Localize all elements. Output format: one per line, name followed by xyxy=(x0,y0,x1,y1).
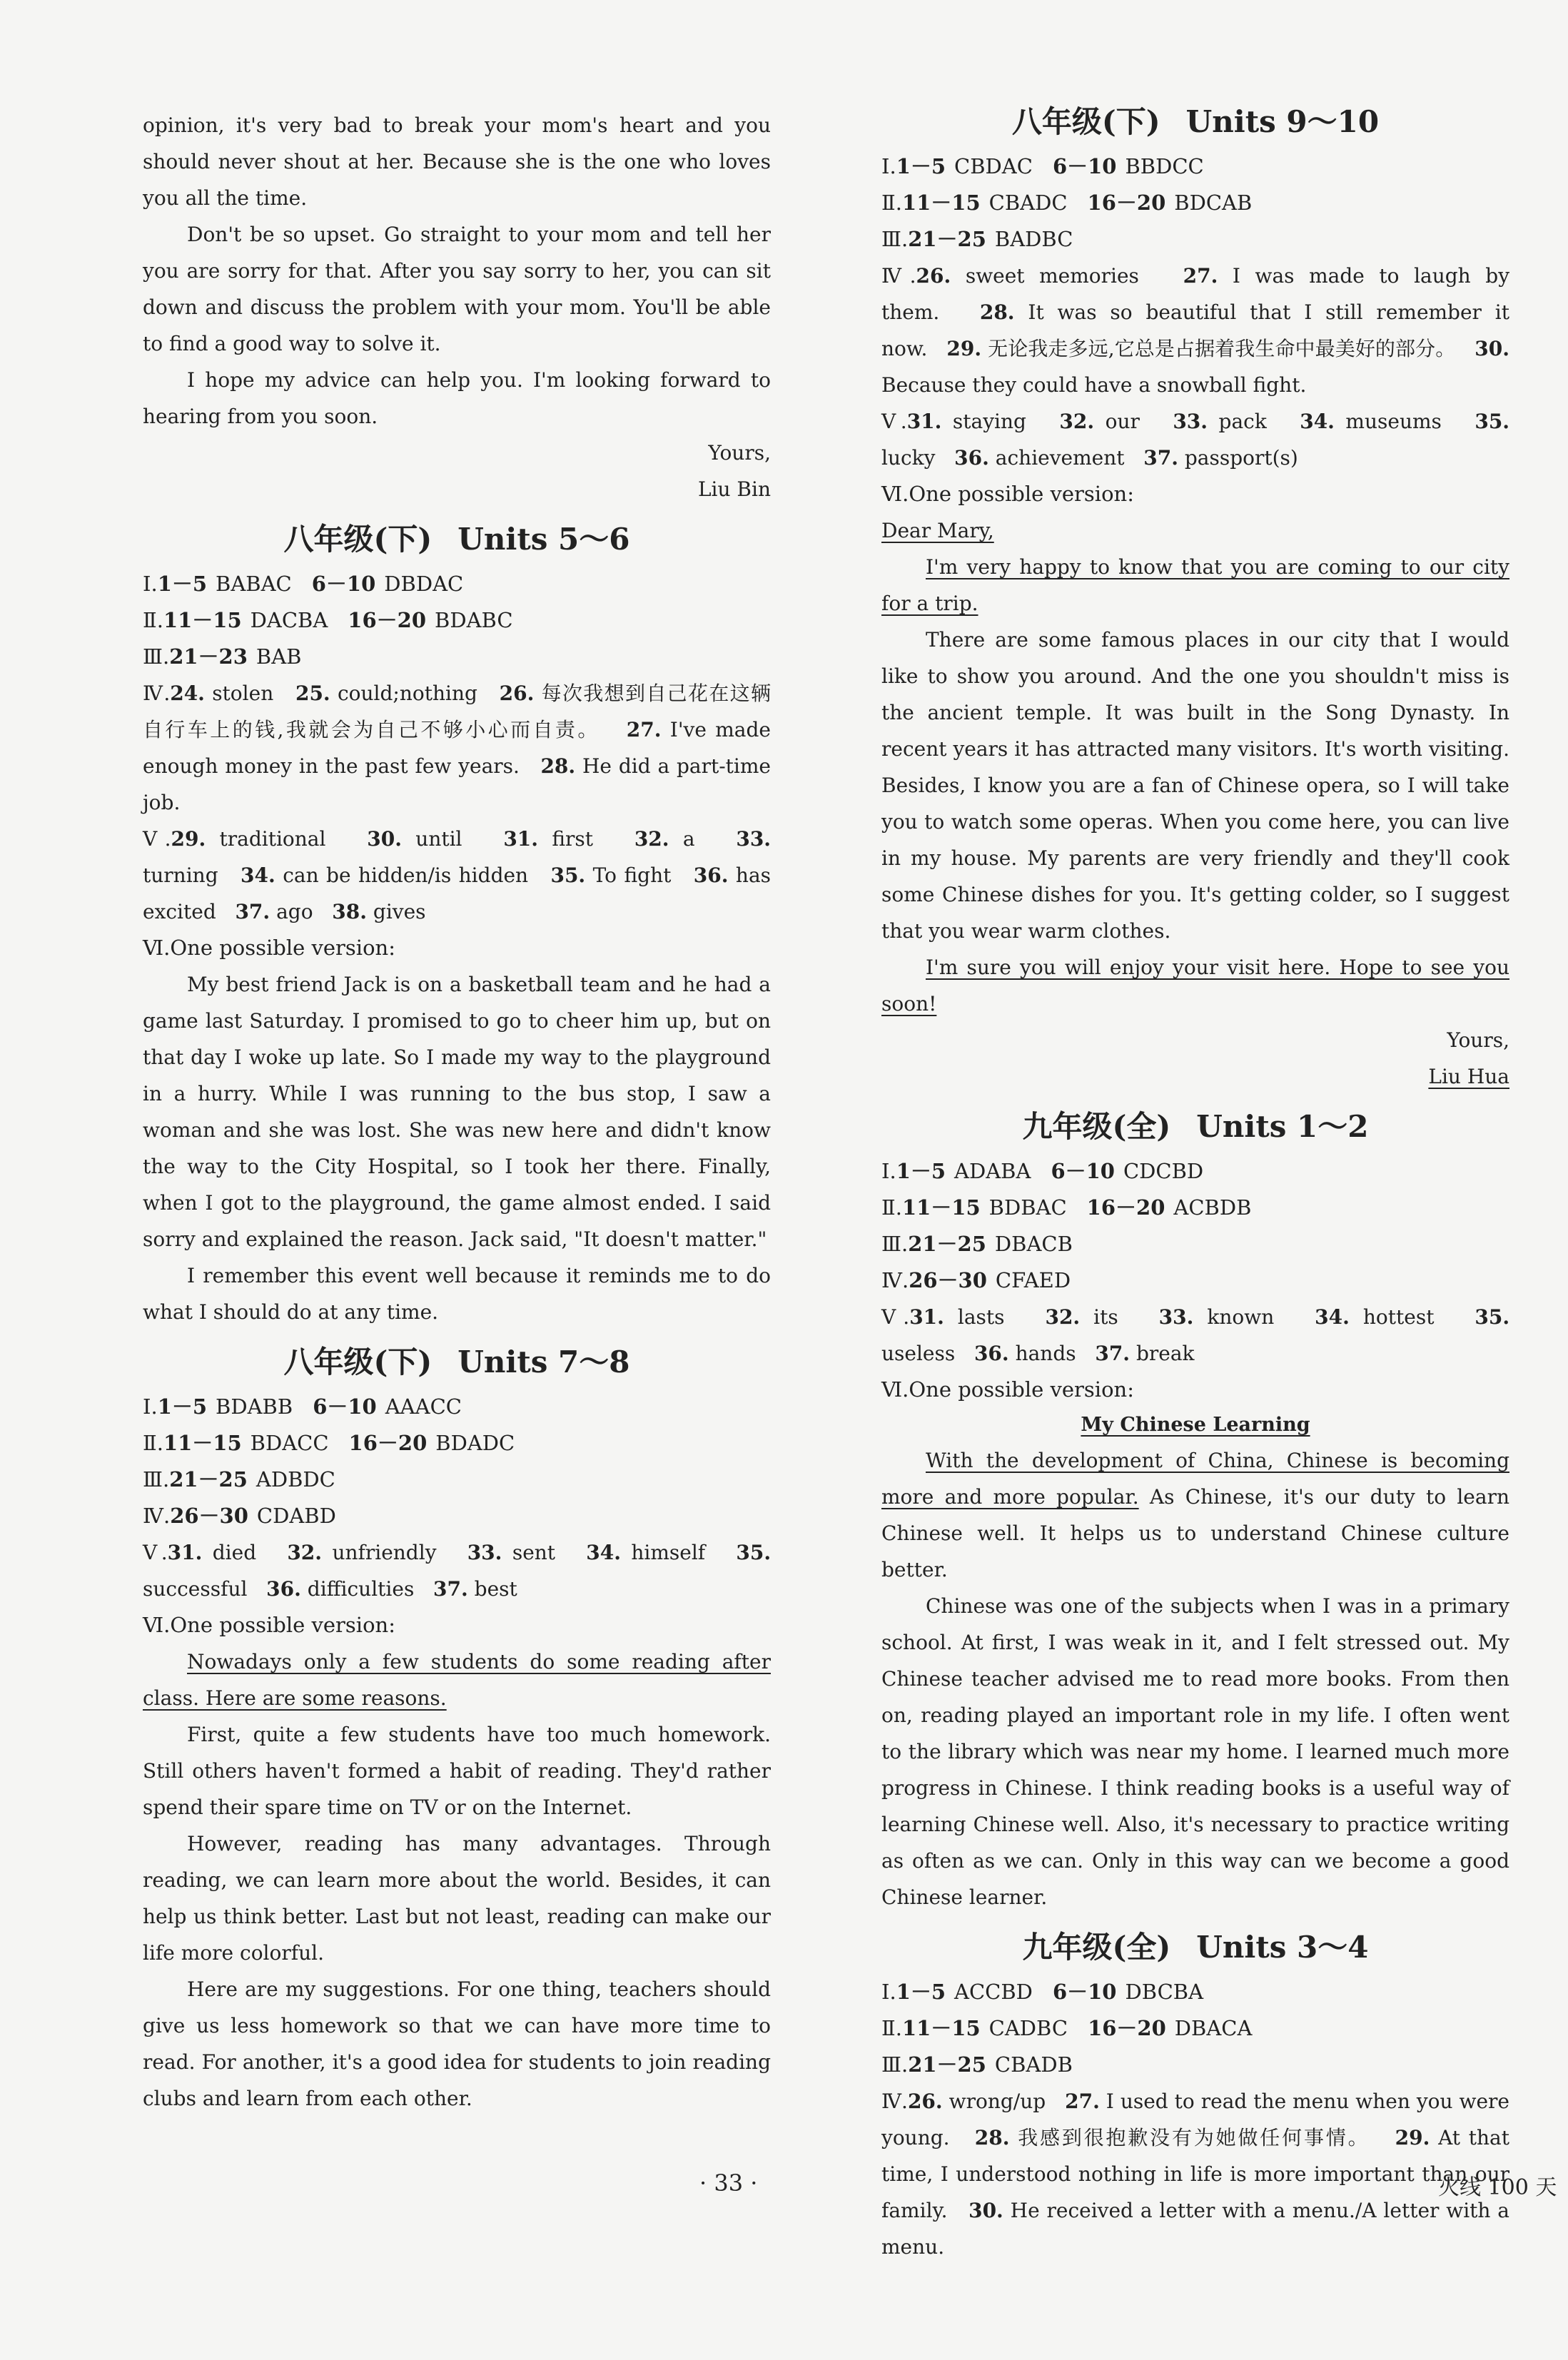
answer-row-1: Ⅰ.1－5 ACCBD 6－10 DBCBA xyxy=(881,1980,1204,2004)
footer-text: 火线 100 天 xyxy=(1438,2175,1557,2200)
section-heading: 九年级(全) Units 1～2 xyxy=(1022,1109,1369,1144)
paragraph: I'm sure you will enjoy your visit here. Hope to see you soon! xyxy=(881,956,1509,1016)
section-heading: 八年级(下) Units 9～10 xyxy=(1011,104,1380,139)
paragraph: Don't be so upset. Go straight to your mom and tell her you are sorry for that. After you say sorry to her, you can sit down and discuss the problem with your mom. You'll be able to find a good way to solve it. xyxy=(143,223,771,355)
letter-signature: Liu Bin xyxy=(697,477,771,501)
left-column xyxy=(143,107,771,2117)
answer-row-5: Ⅴ.31. staying 32. our 33. pack 34. museums 35. lucky 36. achievement 37. passport(s) xyxy=(881,410,1510,470)
answer-row-3: Ⅲ.21－25 CBADB xyxy=(881,2052,1073,2077)
answer-row-3: Ⅲ.21－25 BADBC xyxy=(881,227,1073,251)
answer-row-6: Ⅵ.One possible version: xyxy=(881,1377,1134,1402)
section-heading: 八年级(下) Units 7～8 xyxy=(283,1344,630,1379)
answer-row-6: Ⅵ.One possible version: xyxy=(143,936,395,960)
answer-row-4: Ⅳ.24. stolen 25. could;nothing 26. 每次我想到自己花在这辆自行车上的钱,我就会为自己不够小心而自责。 27. I've made enough money in the past few years. 28. He did a part-time job. xyxy=(143,682,772,814)
paragraph: With the development of China, Chinese is becoming more and more popular. As Chinese, it's our duty to learn Chinese well. It helps us to understand Chinese culture better. xyxy=(881,1449,1509,1581)
paragraph: I hope my advice can help you. I'm looking forward to hearing from you soon. xyxy=(143,368,771,428)
letter-greeting: Dear Mary, xyxy=(881,519,994,542)
page-number: · 33 · xyxy=(699,2169,758,2197)
paragraph: I remember this event well because it reminds me to do what I should do at any time. xyxy=(143,1264,771,1324)
essay-title: My Chinese Learning xyxy=(1081,1414,1310,1436)
letter-closing: Yours, xyxy=(1447,1028,1509,1052)
paragraph: Chinese was one of the subjects when I was in a primary school. At first, I was weak in it, and I felt stressed out. My Chinese teacher advised me to read more books. From then on, reading played an important role in my life. I often went to the library which was near my home. I learned much more progress in Chinese. I think reading books is a useful way of learning Chinese well. Also, it's necessary to practice writing as often as we can. Only in this way can we become a good Chinese learner. xyxy=(881,1594,1509,1909)
answer-row-3: Ⅲ.21－23 BAB xyxy=(143,644,302,669)
paragraph: opinion, it's very bad to break your mom's heart and you should never shout at her. Because she is the one who loves you all the time. xyxy=(143,113,771,210)
paragraph: My best friend Jack is on a basketball team and he had a game last Saturday. I promised to go to cheer him up, but on that day I woke up late. So I made my way to the playground in a hurry. While I was running to the bus stop, I saw a woman and she was lost. She was new here and didn't know the way to the City Hospital, so I took her there. Finally, when I got to the playground, the game almost ended. I said sorry and explained the reason. Jack said, "It doesn't matter." xyxy=(143,973,771,1251)
letter-closing: Yours, xyxy=(708,441,771,465)
answer-row-4: Ⅳ.26－30 CFAED xyxy=(881,1268,1071,1292)
answer-row-5: Ⅴ.31. lasts 32. its 33. known 34. hottest 35. useless 36. hands 37. break xyxy=(881,1305,1510,1365)
letter-signature: Liu Hua xyxy=(1428,1065,1509,1088)
paragraph: However, reading has many advantages. Through reading, we can learn more about the world. Besides, it can help us think better. Last but not least, reading can make our life more colorful. xyxy=(143,1832,771,1965)
answer-row-4: Ⅳ.26. sweet memories 27. I was made to laugh by them. 28. It was so beautiful that I still remember it now. 29. 无论我走多远,它总是占据着我生命中最美好的部分。 30. Because they could have a snowball fight. xyxy=(881,264,1510,397)
answer-row-1: Ⅰ.1－5 BDABB 6－10 AAACC xyxy=(143,1394,462,1419)
letter-continuation xyxy=(143,107,771,507)
section-units-9-10 xyxy=(881,98,1509,1095)
section-units-5-6 xyxy=(143,516,771,1330)
paragraph: There are some famous places in our city that I would like to show you around. And the one you shouldn't miss is the ancient temple. It was built in the Song Dynasty. In recent years it has attracted many visitors. It's worth visiting. Besides, I know you are a fan of Chinese opera, so I will take you to watch some operas. When you come here, you can live in my house. My parents are very friendly and they'll cook some Chinese dishes for you. It's getting colder, so I suggest that you wear warm clothes. xyxy=(881,628,1509,943)
answer-row-3: Ⅲ.21－25 ADBDC xyxy=(143,1467,335,1492)
answer-row-1: Ⅰ.1－5 CBDAC 6－10 BBDCC xyxy=(881,154,1204,178)
answer-row-5: Ⅴ.29. traditional 30. until 31. first 32. a 33. turning 34. can be hidden/is hidden 35. To fight 36. has excited 37. ago 38. gives xyxy=(143,827,772,923)
answer-row-2: Ⅱ.11－15 DACBA 16－20 BDABC xyxy=(143,608,513,632)
right-column xyxy=(881,104,1510,2265)
section-heading: 八年级(下) Units 5～6 xyxy=(283,522,630,557)
answer-row-5: Ⅴ.31. died 32. unfriendly 33. sent 34. himself 35. successful 36. difficulties 37. best xyxy=(143,1541,772,1601)
answer-row-3: Ⅲ.21－25 DBACB xyxy=(881,1232,1073,1256)
answer-row-2: Ⅱ.11－15 BDBAC 16－20 ACBDB xyxy=(881,1195,1252,1220)
answer-row-4: Ⅳ.26. wrong/up 27. I used to read the menu when you were young. 28. 我感到很抱歉没有为她做任何事情。 29. At that time, I understood nothing in life is more important than our family. 30. He received a letter with a menu./A letter with a menu. xyxy=(881,2090,1510,2259)
paragraph: Nowadays only a few students do some reading after class. Here are some reasons. xyxy=(143,1650,771,1710)
answer-row-6: Ⅵ.One possible version: xyxy=(143,1613,395,1637)
paragraph: First, quite a few students have too much homework. Still others haven't formed a habit of reading. They'd rather spend their spare time on TV or on the Internet. xyxy=(143,1723,771,1819)
answer-row-2: Ⅱ.11－15 CBADC 16－20 BDCAB xyxy=(881,191,1253,215)
answer-row-1: Ⅰ.1－5 BABAC 6－10 DBDAC xyxy=(143,572,464,596)
section-heading: 九年级(全) Units 3～4 xyxy=(1022,1930,1369,1965)
section-units-1-2 xyxy=(881,1103,1509,1915)
answer-row-1: Ⅰ.1－5 ADABA 6－10 CDCBD xyxy=(881,1159,1204,1183)
answer-row-2: Ⅱ.11－15 BDACC 16－20 BDADC xyxy=(143,1431,515,1455)
section-units-3-4 xyxy=(881,1924,1509,2265)
answer-row-4: Ⅳ.26－30 CDABD xyxy=(143,1504,336,1528)
paragraph: I'm very happy to know that you are coming to our city for a trip. xyxy=(881,555,1509,615)
answer-row-6: Ⅵ.One possible version: xyxy=(881,482,1134,506)
paragraph: Here are my suggestions. For one thing, teachers should give us less homework so that we can have more time to read. For another, it's a good idea for students to join reading clubs and learn from each other. xyxy=(143,1977,771,2110)
answer-row-2: Ⅱ.11－15 CADBC 16－20 DBACA xyxy=(881,2016,1253,2040)
section-units-7-8 xyxy=(143,1339,771,2117)
